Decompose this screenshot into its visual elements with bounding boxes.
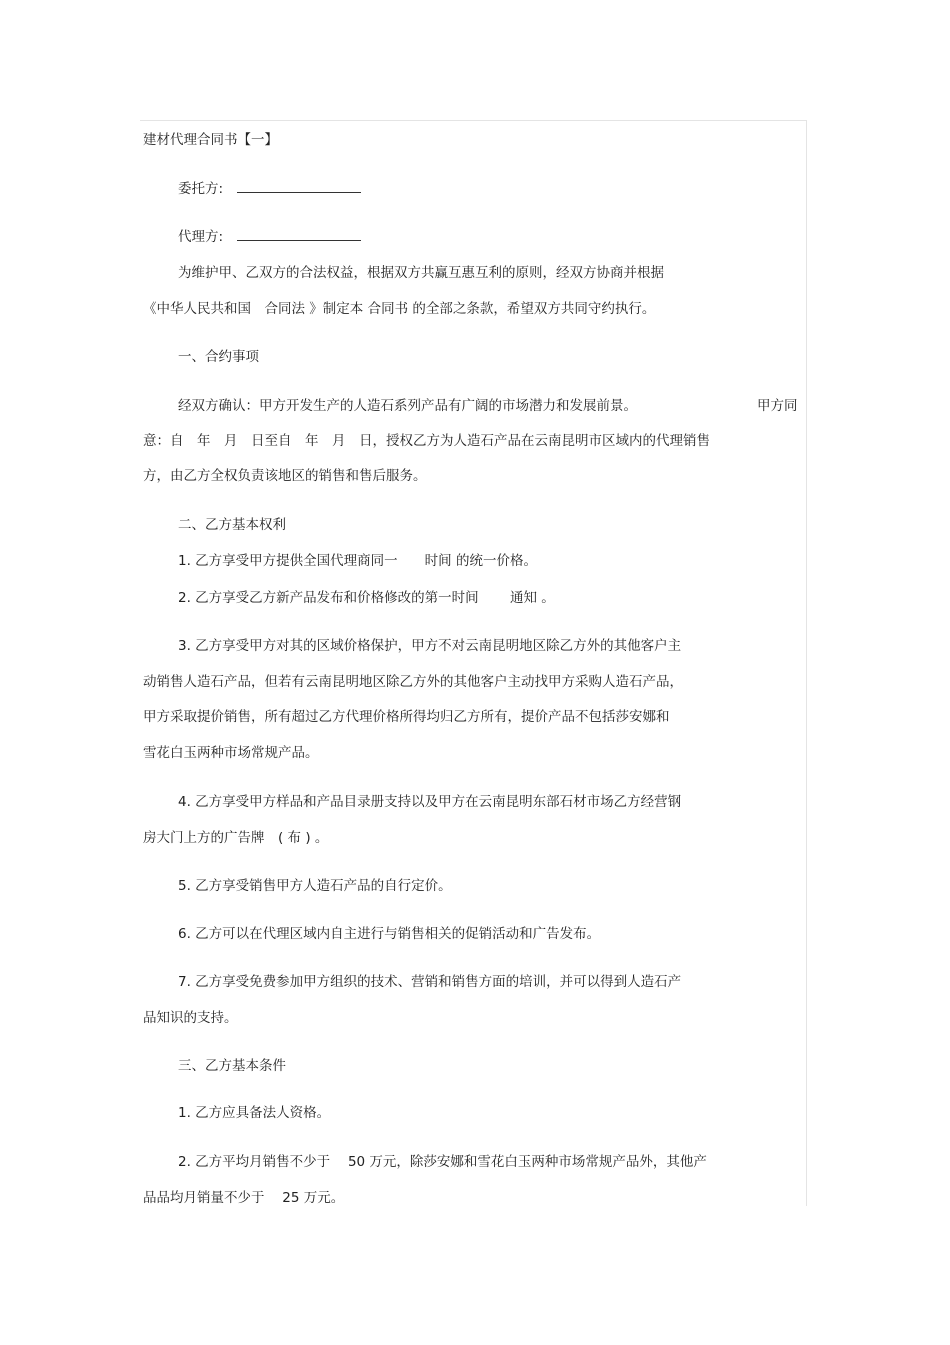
s2-item-3-line-1: 3. 乙方享受甲方对其的区域价格保护，甲方不对云南昆明地区除乙方外的其他客户主 [178, 638, 682, 654]
s2-item-4-line-2: 房大门上方的广告牌 ( 布 ) 。 [143, 830, 329, 846]
s2-item-7-line-2: 品知识的支持。 [143, 1010, 238, 1026]
s2-item-2: 2. 乙方享受乙方新产品发布和价格修改的第一时间 通知 。 [178, 590, 555, 606]
principal-label: 委托方: [178, 181, 224, 197]
s2-item-5: 5. 乙方享受销售甲方人造石产品的自行定价。 [178, 878, 452, 894]
agent-row [178, 228, 361, 246]
page-frame [140, 120, 807, 1206]
intro-line-1: 为维护甲、乙双方的合法权益，根据双方共赢互惠互利的原则，经双方协商并根据 [178, 265, 664, 281]
s1-p1-a: 经双方确认：甲方开发生产的人造石系列产品有广阔的市场潜力和发展前景。 [178, 398, 637, 414]
s2-item-6: 6. 乙方可以在代理区域内自主进行与销售相关的促销活动和广告发布。 [178, 926, 601, 942]
section-3-heading: 三、乙方基本条件 [178, 1058, 286, 1074]
principal-row [178, 180, 361, 198]
doc-title: 建材代理合同书【一】 [143, 132, 278, 148]
principal-blank [237, 180, 361, 193]
s3-item-2-line-1: 2. 乙方平均月销售不少于 50 万元，除莎安娜和雪花白玉两种市场常规产品外，其他产 [178, 1154, 707, 1170]
s2-item-3-line-2: 动销售人造石产品，但若有云南昆明地区除乙方外的其他客户主动找甲方采购人造石产品， [143, 674, 683, 690]
section-2-heading: 二、乙方基本权利 [178, 517, 286, 533]
s1-p3: 方，由乙方全权负责该地区的销售和售后服务。 [143, 468, 427, 484]
s2-item-3-line-4: 雪花白玉两种市场常规产品。 [143, 745, 319, 761]
intro-line-2: 《中华人民共和国 合同法 》制定本 合同书 的全部之条款，希望双方共同守约执行。 [143, 301, 656, 317]
s2-item-4-line-1: 4. 乙方享受甲方样品和产品目录册支持以及甲方在云南昆明东部石材市场乙方经营钢 [178, 794, 682, 810]
section-1-heading: 一、合约事项 [178, 349, 259, 365]
s3-item-1: 1. 乙方应具备法人资格。 [178, 1105, 331, 1121]
agent-label: 代理方: [178, 229, 224, 245]
s3-item-2-line-2: 品品均月销量不少于 25 万元。 [143, 1190, 345, 1206]
s1-p2: 意：自 年 月 日至自 年 月 日，授权乙方为人造石产品在云南昆明市区域内的代理销售 [143, 433, 710, 449]
s2-item-1: 1. 乙方享受甲方提供全国代理商同一 时间 的统一价格。 [178, 553, 537, 569]
s1-p1-b: 甲方同 [757, 398, 798, 414]
s2-item-3-line-3: 甲方采取提价销售，所有超过乙方代理价格所得均归乙方所有，提价产品不包括莎安娜和 [143, 709, 670, 725]
s2-item-7-line-1: 7. 乙方享受免费参加甲方组织的技术、营销和销售方面的培训，并可以得到人造石产 [178, 974, 682, 990]
agent-blank [237, 228, 361, 241]
